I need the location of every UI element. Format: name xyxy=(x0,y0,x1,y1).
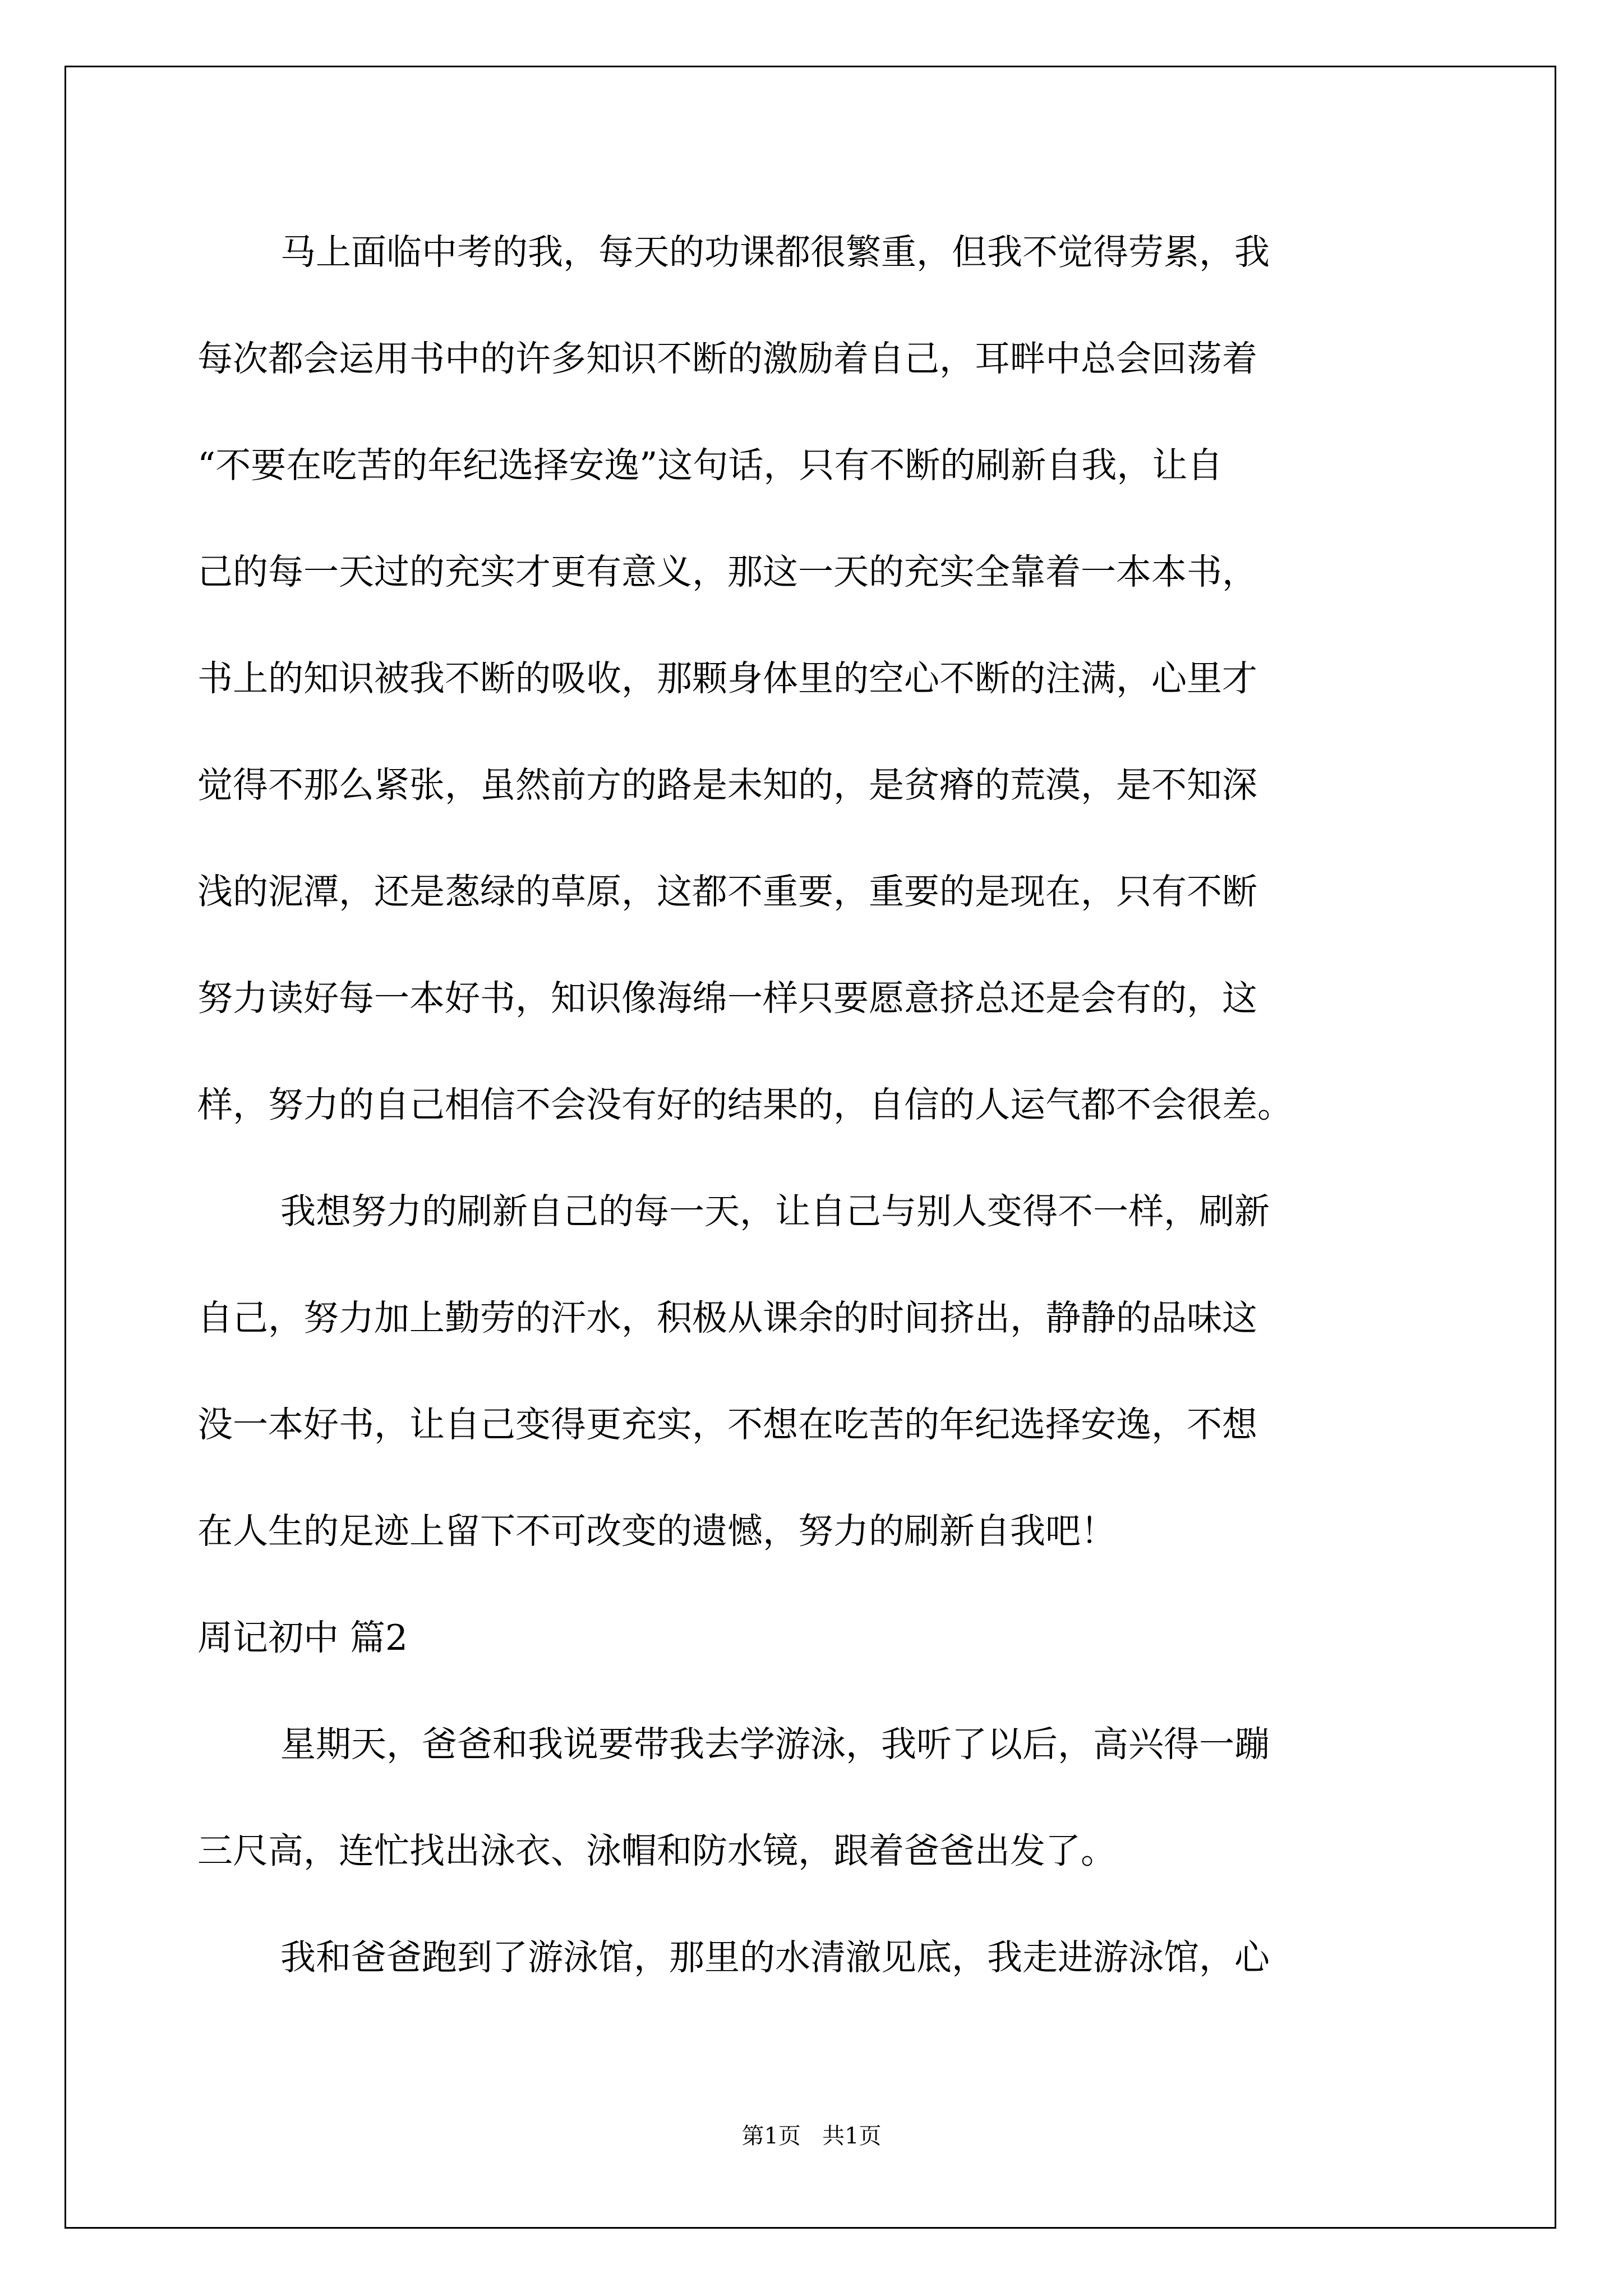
text-line: “不要在吃苦的年纪选择安逸”这句话，只有不断的刷新自我，让自 xyxy=(197,445,1223,486)
text-line: 没一本好书，让自己变得更充实，不想在吃苦的年纪选择安逸，不想 xyxy=(197,1404,1257,1445)
text-line: 我和爸爸跑到了游泳馆，那里的水清澈见底，我走进游泳馆，心 xyxy=(280,1937,1270,1978)
page-border xyxy=(64,66,1556,2229)
page-number: 第1页 xyxy=(741,2123,801,2149)
text-line: 自己，努力加上勤劳的汗水，积极从课余的时间挤出，静静的品味这 xyxy=(197,1297,1257,1338)
page-footer xyxy=(0,2122,1623,2150)
text-line: 己的每一天过的充实才更有意义，那这一天的充实全靠着一本本书， xyxy=(197,551,1257,592)
text-line: 星期天，爸爸和我说要带我去学游泳，我听了以后，高兴得一蹦 xyxy=(280,1724,1270,1765)
section-heading: 周记初中 篇2 xyxy=(197,1617,408,1658)
text-line: 马上面临中考的我，每天的功课都很繁重，但我不觉得劳累，我 xyxy=(280,232,1270,273)
text-line: 书上的知识被我不断的吸收，那颗身体里的空心不断的注满，心里才 xyxy=(197,658,1257,699)
text-line: 样，努力的自己相信不会没有好的结果的，自信的人运气都不会很差。 xyxy=(197,1084,1293,1125)
text-line: 我想努力的刷新自己的每一天，让自己与别人变得不一样，刷新 xyxy=(280,1191,1270,1232)
text-line: 浅的泥潭，还是葱绿的草原，这都不重要，重要的是现在，只有不断 xyxy=(197,871,1257,912)
page-total: 共1页 xyxy=(822,2123,882,2149)
text-line: 努力读好每一本好书，知识像海绵一样只要愿意挤总还是会有的，这 xyxy=(197,978,1257,1019)
text-line: 觉得不那么紧张，虽然前方的路是未知的，是贫瘠的荒漠，是不知深 xyxy=(197,765,1257,806)
text-line: 每次都会运用书中的许多知识不断的激励着自己，耳畔中总会回荡着 xyxy=(197,338,1257,379)
text-line: 三尺高，连忙找出泳衣、泳帽和防水镜，跟着爸爸出发了。 xyxy=(197,1830,1116,1871)
text-line: 在人生的足迹上留下不可改变的遗憾，努力的刷新自我吧！ xyxy=(197,1511,1116,1552)
